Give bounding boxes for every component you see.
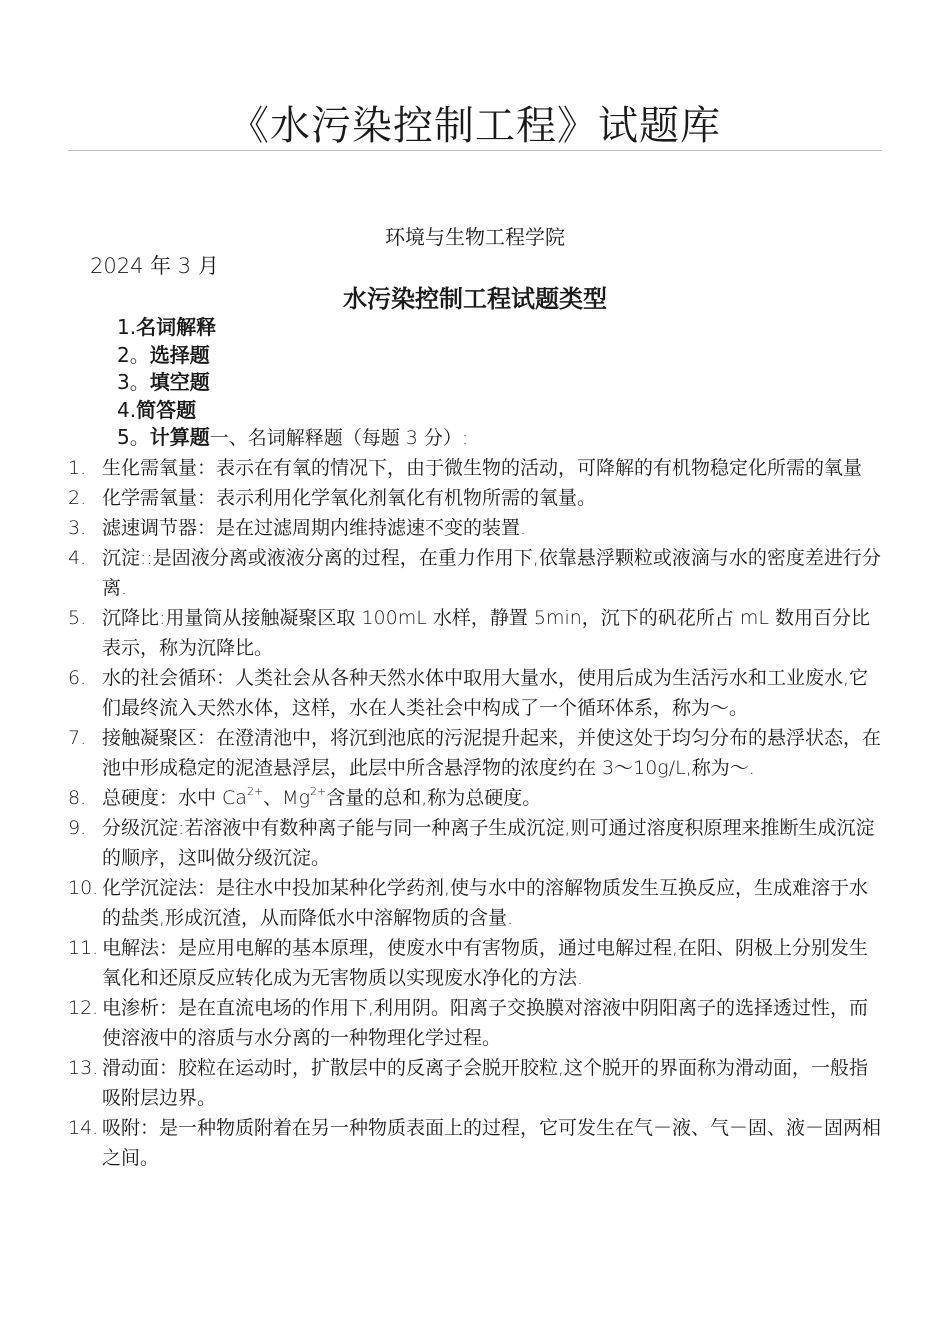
- definition-number: 6.: [68, 667, 87, 689]
- definition-text: 接触凝聚区：在澄清池中，将沉到池底的污泥提升起来，并使这处于均匀分布的悬浮状态，在池中形成稳定的泥渣悬浮层，此层中所含悬浮物的浓度约在 3～10g/L,称为～.: [102, 727, 882, 779]
- definition-number: 7.: [68, 727, 87, 749]
- definition-item: [68, 543, 884, 603]
- definition-number: 1.: [68, 457, 87, 479]
- definition-text: 滑动面：胶粒在运动时，扩散层中的反离子会脱开胶粒,这个脱开的界面称为滑动面，一般指吸附层边界。: [102, 1057, 869, 1109]
- definition-number: 3.: [68, 517, 87, 539]
- type-number: 5。: [117, 425, 150, 449]
- definition-text: 沉降比:用量筒从接触凝聚区取 100mL 水样，静置 5min，沉下的矾花所占 mL 数用百分比表示，称为沉降比。: [102, 607, 870, 659]
- definition-item: [68, 873, 884, 933]
- question-type-item: [117, 314, 468, 342]
- type-label: 简答题: [136, 397, 197, 422]
- type-number: 2。: [117, 342, 150, 367]
- type-label: 填空题: [149, 370, 210, 394]
- definition-text: 吸附：是一种物质附着在另一种物质表面上的过程，它可发生在气－液、气－固、液－固两相之间。: [102, 1117, 882, 1169]
- definition-item: [68, 603, 884, 663]
- definition-text: 化学需氧量：表示利用化学氧化剂氧化有机物所需的氧量。: [102, 487, 597, 509]
- definition-text: 电渗析：是在直流电场的作用下,利用阴。阳离子交换膜对溶液中阴阳离子的选择透过性，而使溶液中的溶质与水分离的一种物理化学过程。: [102, 997, 869, 1049]
- college-name: 环境与生物工程学院: [385, 225, 565, 249]
- definition-item: [68, 813, 884, 873]
- definition-text-part: 含量的总和,称为总硬度。: [326, 787, 542, 809]
- definition-text-part: 、Mg: [263, 787, 310, 809]
- section-heading-definitions: 一、名词解释题（每题 3 分）:: [209, 427, 469, 449]
- definition-text: 滤速调节器：是在过滤周期内维持滤速不变的装置.: [102, 517, 527, 539]
- definition-item: [68, 453, 884, 483]
- document-date: 2024 年 3 月: [90, 254, 219, 278]
- definition-text: 电解法：是应用电解的基本原理，使废水中有害物质，通过电解过程,在阳、阴极上分别发生氧化和还原反应转化成为无害物质以实现废水净化的方法.: [102, 937, 869, 989]
- type-label: 名词解释: [136, 315, 217, 339]
- document-title: 《水污染控制工程》试题库: [229, 103, 721, 149]
- definition-text: 水的社会循环：人类社会从各种天然水体中取用大量水，使用后成为生活污水和工业废水,它们最终流入天然水体，这样，水在人类社会中构成了一个循环体系，称为～。: [102, 667, 869, 719]
- definition-item: [68, 1113, 884, 1173]
- definition-text: 生化需氧量：表示在有氧的情况下，由于微生物的活动，可降解的有机物稳定化所需的氧量: [102, 457, 863, 479]
- definition-number: 8.: [68, 787, 87, 809]
- definition-item: [68, 513, 884, 543]
- definition-item: [68, 723, 884, 783]
- definitions-list: [68, 453, 884, 1173]
- definition-number: 9.: [68, 817, 87, 839]
- definition-item: [68, 993, 884, 1053]
- definition-number: 10.: [68, 877, 99, 899]
- definition-number: 2.: [68, 487, 87, 509]
- definition-number: 13.: [68, 1057, 99, 1079]
- type-number: 3。: [117, 370, 150, 394]
- question-types-list: [117, 314, 468, 452]
- definition-text: 化学沉淀法：是往水中投加某种化学药剂,使与水中的溶解物质发生互换反应，生成难溶于水的盐类,形成沉渣，从而降低水中溶解物质的含量.: [102, 877, 869, 929]
- type-number: 4.: [117, 397, 137, 422]
- type-number: 1.: [117, 315, 137, 339]
- superscript-charge: 2+: [246, 785, 264, 798]
- definition-number: 14.: [68, 1117, 99, 1139]
- definition-number: 12.: [68, 997, 99, 1019]
- question-type-item: [117, 342, 468, 370]
- question-type-item: [117, 424, 468, 452]
- definition-item: [68, 783, 884, 813]
- definition-item: [68, 933, 884, 993]
- definition-item: [68, 663, 884, 723]
- question-type-item: [117, 397, 468, 425]
- superscript-charge: 2+: [309, 785, 327, 798]
- question-types-heading: 水污染控制工程试题类型: [343, 285, 607, 313]
- definition-text-part: 总硬度：水中 Ca: [102, 787, 247, 809]
- type-label: 计算题: [149, 425, 210, 449]
- definition-number: 5.: [68, 607, 87, 629]
- definition-item: [68, 1053, 884, 1113]
- definition-number: 11.: [68, 937, 99, 959]
- definition-text: 分级沉淀:若溶液中有数种离子能与同一种离子生成沉淀,则可通过溶度积原理来推断生成沉淀的顺序，这叫做分级沉淀。: [102, 817, 875, 869]
- type-label: 选择题: [149, 342, 210, 367]
- definition-text: [102, 787, 541, 809]
- title-divider: [68, 150, 882, 151]
- definition-text: 沉淀::是固液分离或液液分离的过程，在重力作用下,依靠悬浮颗粒或液滴与水的密度差进行分离.: [102, 547, 881, 599]
- definition-number: 4.: [68, 547, 87, 569]
- definition-item: [68, 483, 884, 513]
- question-type-item: [117, 369, 468, 397]
